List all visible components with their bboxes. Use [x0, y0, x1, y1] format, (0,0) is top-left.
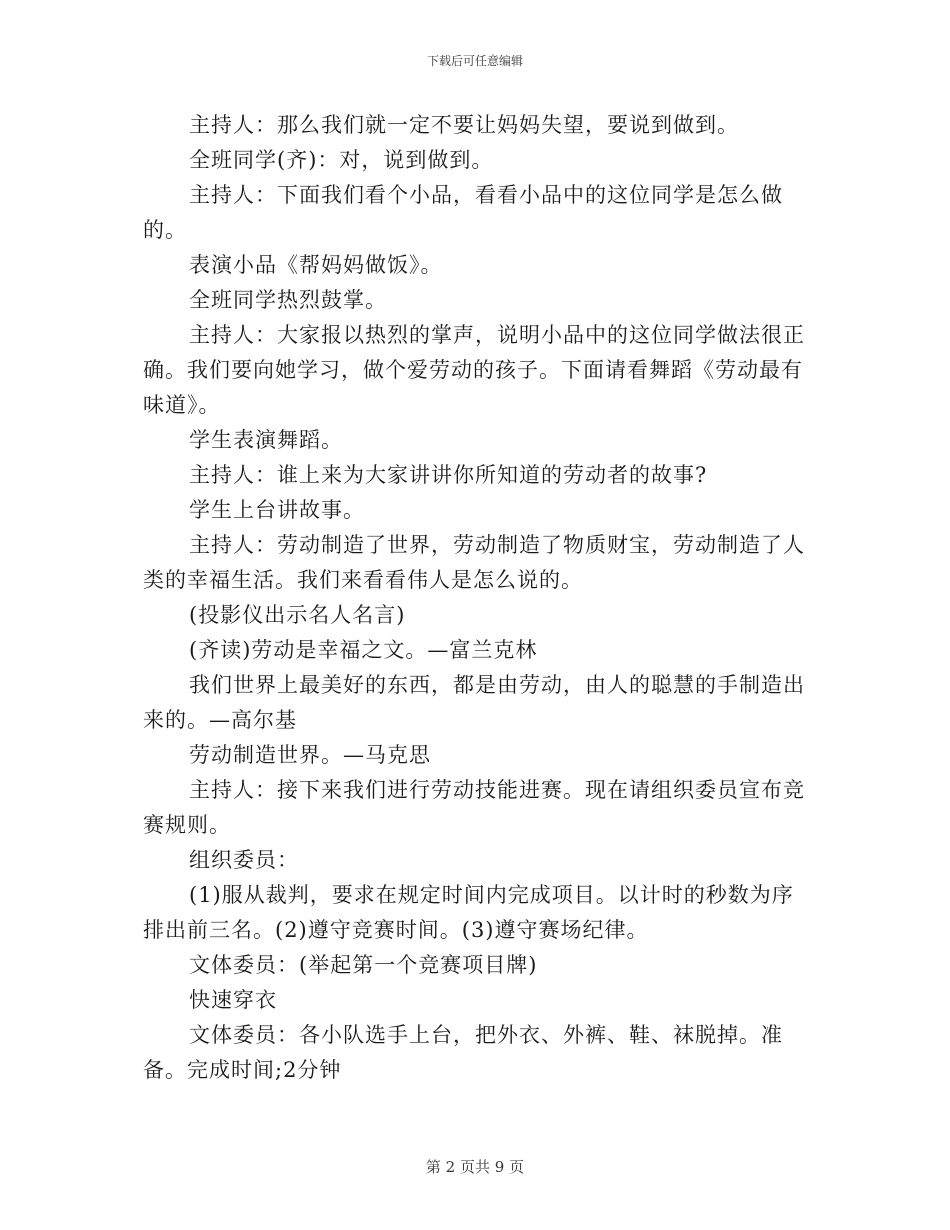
paragraph: 主持人：那么我们就一定不要让妈妈失望，要说到做到。	[189, 113, 739, 137]
paragraph: 学生表演舞蹈。	[189, 428, 343, 452]
paragraph: (1)服从裁判，要求在规定时间内完成项目。以计时的秒数为序排出前三名。(2)遵守竞赛时间。(3)遵守赛场纪律。	[143, 883, 794, 942]
paragraph: 文体委员：各小队选手上台，把外衣、外裤、鞋、袜脱掉。准备。完成时间;2分钟	[143, 1023, 783, 1082]
paragraph: 全班同学热烈鼓掌。	[189, 288, 387, 312]
paragraph: 劳动制造世界。—马克思	[189, 743, 431, 767]
paragraph: 表演小品《帮妈妈做饭》。	[189, 253, 443, 277]
paragraph: 文体委员：(举起第一个竞赛项目牌)	[189, 953, 538, 977]
document-body	[143, 108, 809, 1088]
paragraph: 主持人：劳动制造了世界，劳动制造了物质财宝，劳动制造了人类的幸福生活。我们来看看伟人是怎么说的。	[143, 533, 805, 592]
page-footer: 第 2 页共 9 页	[425, 1158, 525, 1176]
paragraph: 学生上台讲故事。	[189, 498, 365, 522]
paragraph: 我们世界上最美好的东西，都是由劳动，由人的聪慧的手制造出来的。—高尔基	[143, 673, 805, 732]
paragraph: 主持人：谁上来为大家讲讲你所知道的劳动者的故事?	[189, 463, 708, 487]
paragraph: 主持人：接下来我们进行劳动技能进赛。现在请组织委员宣布竞赛规则。	[143, 778, 805, 837]
paragraph: 主持人：大家报以热烈的掌声，说明小品中的这位同学做法很正确。我们要向她学习，做个爱劳动的孩子。下面请看舞蹈《劳动最有味道》。	[143, 323, 805, 417]
paragraph: 主持人：下面我们看个小品，看看小品中的这位同学是怎么做的。	[143, 183, 783, 242]
paragraph: 快速穿衣	[189, 988, 277, 1012]
paragraph: (齐读)劳动是幸福之文。—富兰克林	[189, 638, 538, 662]
page-header: 下载后可任意编辑	[426, 54, 523, 68]
paragraph: 全班同学(齐)：对，说到做到。	[189, 148, 494, 172]
paragraph: (投影仪出示名人名言)	[189, 603, 406, 627]
paragraph: 组织委员：	[189, 848, 299, 872]
